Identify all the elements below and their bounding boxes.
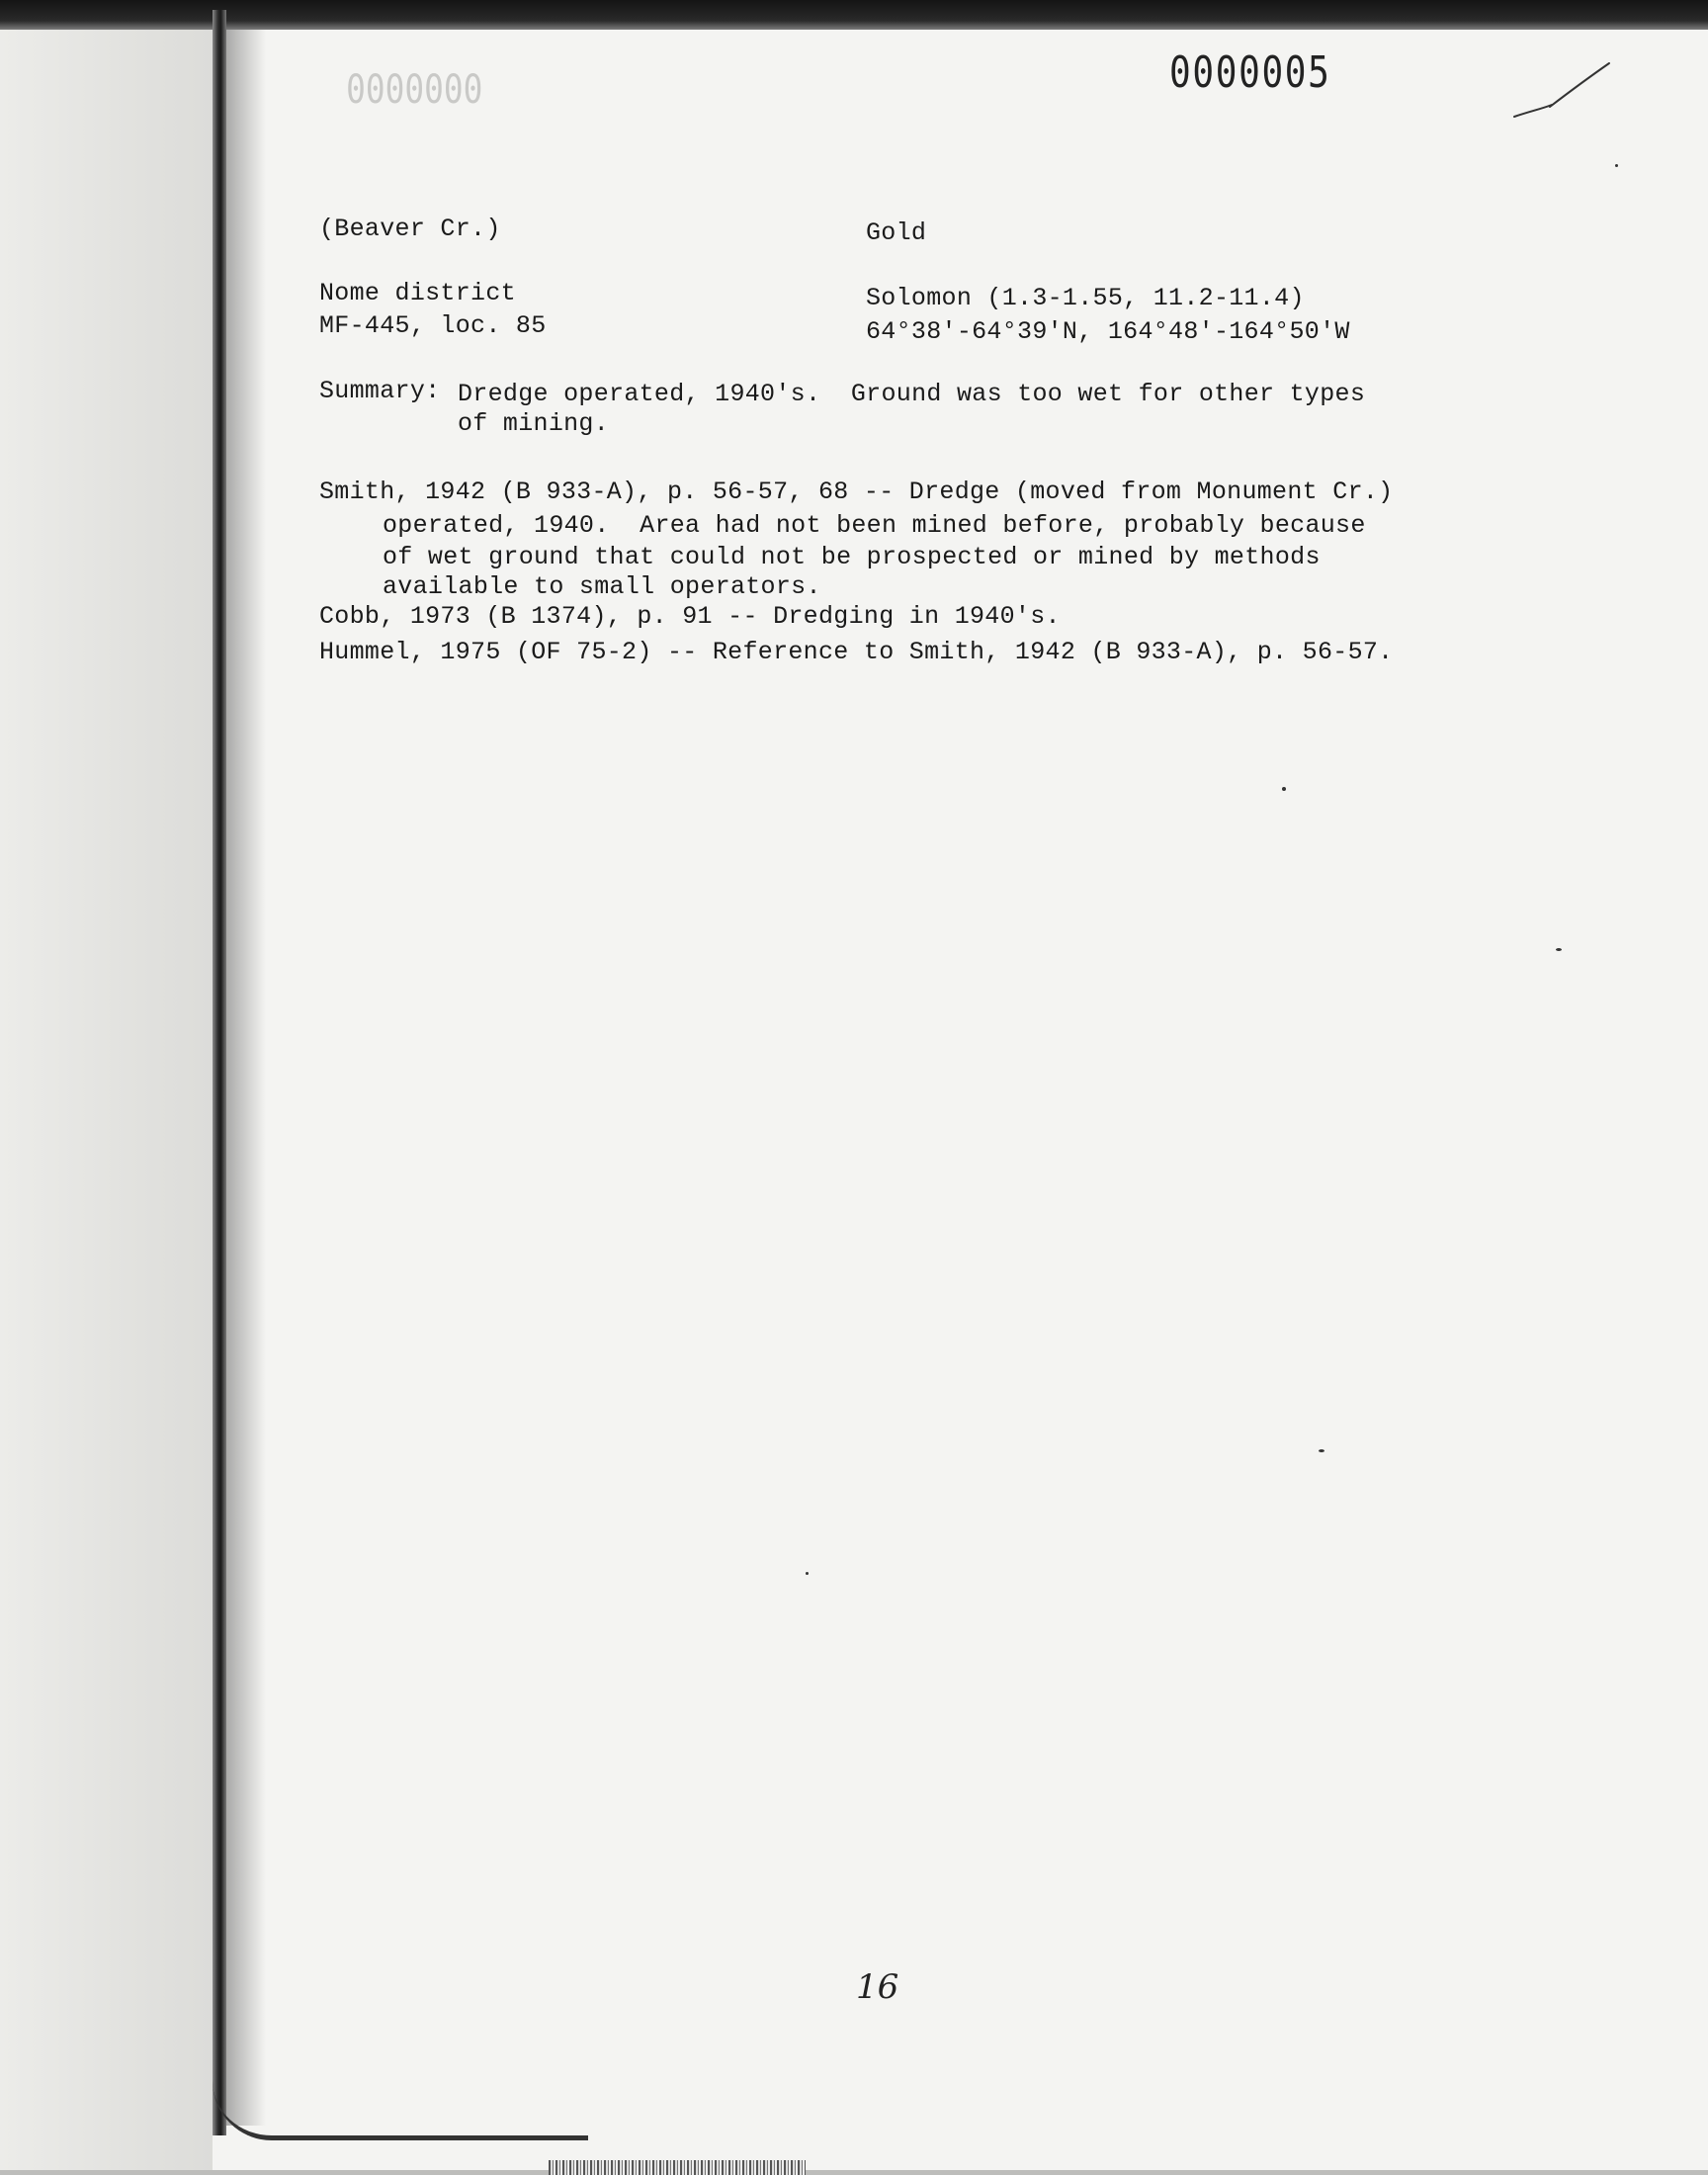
scan-left-margin	[0, 30, 213, 2175]
summary-text-line: of mining.	[458, 409, 610, 438]
district-name: Nome district	[319, 279, 516, 307]
quadrangle-location: Solomon (1.3-1.55, 11.2-11.4)	[866, 284, 1305, 312]
document-number: 0000005	[1169, 47, 1331, 98]
reference-entry-continued: available to small operators.	[383, 572, 821, 601]
scan-speck	[806, 1572, 809, 1575]
page-number: 16	[856, 1967, 899, 2007]
binding-edge	[213, 10, 226, 2135]
scan-speck	[1282, 787, 1286, 791]
page-curl	[213, 2076, 588, 2140]
bleed-through-number: 0000000	[346, 67, 483, 113]
scan-speck	[1615, 164, 1618, 167]
reference-entry: Cobb, 1973 (B 1374), p. 91 -- Dredging in 1940's.	[319, 602, 1061, 631]
coordinates: 64°38'-64°39'N, 164°48'-164°50'W	[866, 317, 1350, 346]
binding-shadow	[226, 30, 266, 2126]
barcode-strip	[549, 2160, 806, 2175]
reference-entry: Smith, 1942 (B 933-A), p. 56-57, 68 -- Dredge (moved from Monument Cr.)	[319, 478, 1394, 506]
locality-name: (Beaver Cr.)	[319, 215, 501, 243]
reference-entry-continued: of wet ground that could not be prospected or mined by methods	[383, 543, 1321, 571]
summary-label: Summary:	[319, 377, 441, 405]
scan-speck	[1556, 948, 1562, 951]
scan-top-border	[0, 0, 1708, 30]
map-reference: MF-445, loc. 85	[319, 311, 547, 340]
pen-check-mark-icon	[1512, 59, 1611, 129]
summary-text-line: Dredge operated, 1940's. Ground was too wet for other types	[458, 380, 1366, 408]
reference-entry-continued: operated, 1940. Area had not been mined before, probably because	[383, 511, 1366, 540]
scan-speck	[1319, 1449, 1324, 1452]
reference-entry: Hummel, 1975 (OF 75-2) -- Reference to Smith, 1942 (B 933-A), p. 56-57.	[319, 638, 1394, 666]
commodity: Gold	[866, 218, 927, 247]
scan-bottom-border	[0, 2170, 1708, 2175]
